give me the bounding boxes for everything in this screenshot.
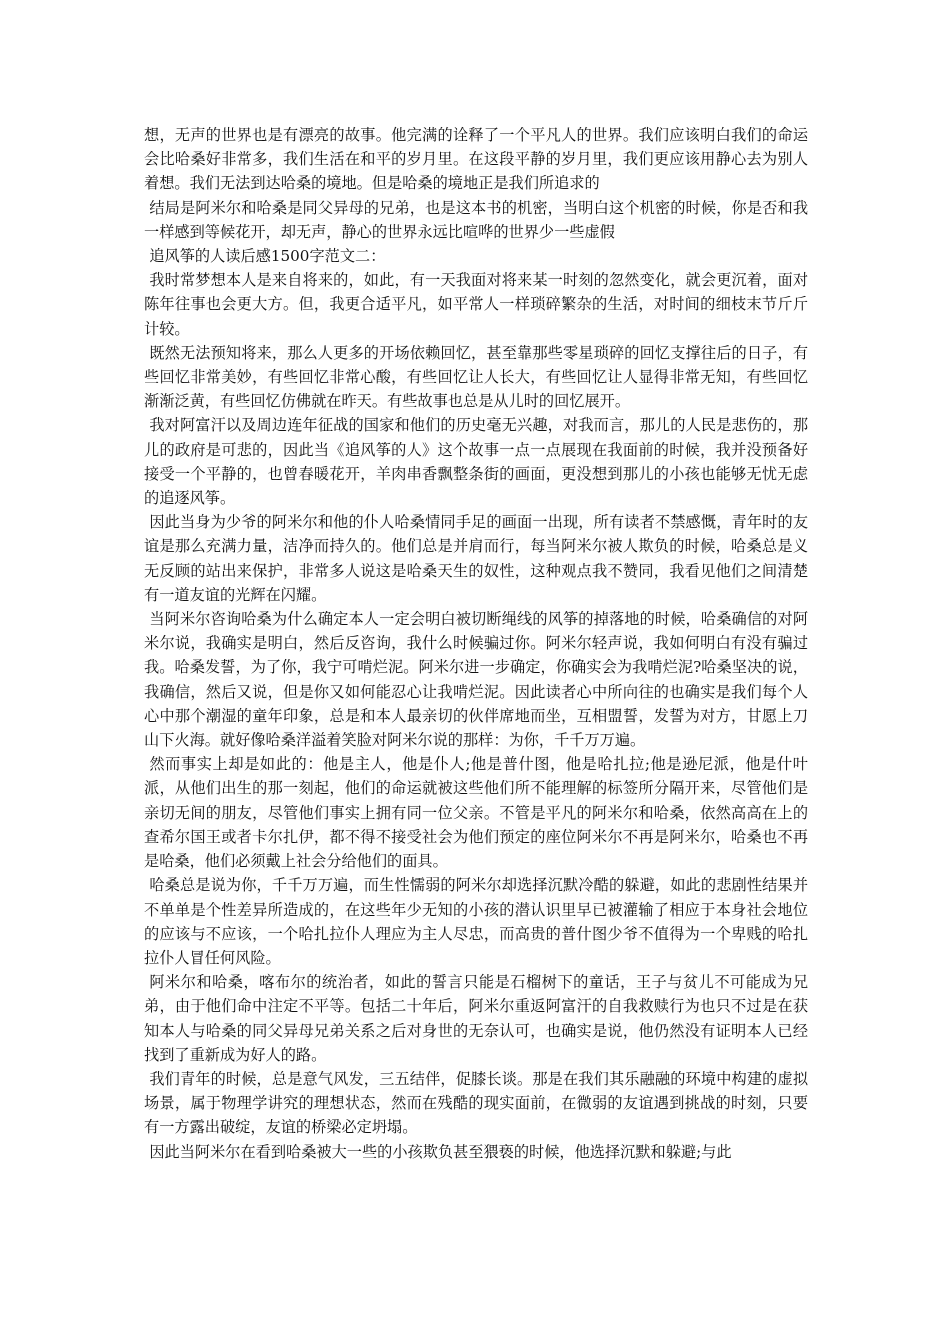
paragraph-1: 想，无声的世界也是有漂亮的故事。他完满的诠释了一个平凡人的世界。我们应该明白我们的命运会比哈桑好非常多，我们生活在和平的岁月里。在这段平静的岁月里，我们更应该用静心去为别人着想。我们无法到达哈桑的境地。但是哈桑的境地正是我们所追求的 [144, 126, 808, 193]
paragraph-8: 然而事实上却是如此的：他是主人，他是仆人;他是普什图，他是哈扎拉;他是逊尼派，他是什叶派，从他们出生的那一刻起，他们的命运就被这些他们所不能理解的标签所分隔开来，尽管他们是亲切无间的朋友，尽管他们事实上拥有同一位父亲。不管是平凡的阿米尔和哈桑，依然高高在上的查希尔国王或者卡尔扎伊，都不得不接受社会为他们预定的座位阿米尔不再是阿米尔，哈桑也不再是哈桑，他们必须戴上社会分给他们的面具。 [144, 755, 808, 871]
paragraph-3: 我时常梦想本人是来自将来的，如此，有一天我面对将来某一时刻的忽然变化，就会更沉着，面对陈年往事也会更大方。但，我更合适平凡，如平常人一样琐碎繁杂的生活，对时间的细枝末节斤斤计较。 [144, 271, 808, 338]
document-body [144, 123, 808, 1164]
paragraph-7: 当阿米尔咨询哈桑为什么确定本人一定会明白被切断绳线的风筝的掉落地的时候，哈桑确信的对阿米尔说，我确实是明白，然后反咨询，我什么时候骗过你。阿米尔轻声说，我如何明白有没有骗过我。哈桑发誓，为了你，我宁可啃烂泥。阿米尔进一步确定，你确实会为我啃烂泥?哈桑坚决的说，我确信，然后又说，但是你又如何能忍心让我啃烂泥。因此读者心中所向往的也确实是我们每个人心中那个潮湿的童年印象，总是和本人最亲切的伙伴席地而坐，互相盟誓，发誓为对方，甘愿上刀山下火海。就好像哈桑洋溢着笑脸对阿米尔说的那样：为你，千千万万遍。 [144, 610, 808, 750]
paragraph-12: 因此当阿米尔在看到哈桑被大一些的小孩欺负甚至猥亵的时候，他选择沉默和躲避;与此 [149, 1142, 732, 1161]
paragraph-2: 结局是阿米尔和哈桑是同父异母的兄弟，也是这本书的机密，当明白这个机密的时候，你是否和我一样感到等候花开，却无声，静心的世界永远比喧哗的世界少一些虚假 [144, 198, 808, 241]
paragraph-11: 我们青年的时候，总是意气风发，三五结伴，促膝长谈。那是在我们其乐融融的环境中构建的虚拟场景，属于物理学讲究的理想状态，然而在残酷的现实面前，在微弱的友谊遇到挑战的时刻，只要有一方露出破绽，友谊的桥梁必定坍塌。 [144, 1069, 808, 1137]
paragraph-6: 因此当身为少爷的阿米尔和他的仆人哈桑情同手足的画面一出现，所有读者不禁感慨，青年时的友谊是那么充满力量，洁净而持久的。他们总是并肩而行，每当阿米尔被人欺负的时候，哈桑总是义无反顾的站出来保护，非常多人说这是哈桑天生的奴性，这种观点我不赞同，我看见他们之间清楚有一道友谊的光辉在闪耀。 [144, 513, 808, 604]
section-heading: 追风筝的人读后感1500字范文二： [149, 247, 386, 266]
paragraph-9: 哈桑总是说为你，千千万万遍，而生性懦弱的阿米尔却选择沉默冷酷的躲避，如此的悲剧性结果并不单单是个性差异所造成的，在这些年少无知的小孩的潜认识里早已被灌输了相应于本身社会地位的应该与不应该，一个哈扎拉仆人理应为主人尽忠，而高贵的普什图少爷不值得为一个卑贱的哈扎拉仆人冒任何风险。 [144, 876, 808, 967]
paragraph-10: 阿米尔和哈桑，喀布尔的统治者，如此的誓言只能是石榴树下的童话，王子与贫儿不可能成为兄弟，由于他们命中注定不平等。包括二十年后，阿米尔重返阿富汗的自我救赎行为也只不过是在获知本人与哈桑的同父异母兄弟关系之后对身世的无奈认可，也确实是说，他仍然没有证明本人已经找到了重新成为好人的路。 [144, 973, 808, 1064]
paragraph-5: 我对阿富汗以及周边连年征战的国家和他们的历史毫无兴趣，对我而言，那儿的人民是悲伤的，那儿的政府是可悲的，因此当《追风筝的人》这个故事一点一点展现在我面前的时候，我并没预备好接受一个平静的，也曾春暖花开，羊肉串香飘整条街的画面，更没想到那儿的小孩也能够无忧无虑的追逐风筝。 [144, 416, 808, 508]
paragraph-4: 既然无法预知将来，那么人更多的开场依赖回忆，甚至靠那些零星琐碎的回忆支撑往后的日子，有些回忆非常美妙，有些回忆非常心酸，有些回忆让人长大，有些回忆让人显得非常无知，有些回忆渐渐泛黄，有些回忆仿佛就在昨天。有些故事也总是从儿时的回忆展开。 [144, 343, 808, 411]
